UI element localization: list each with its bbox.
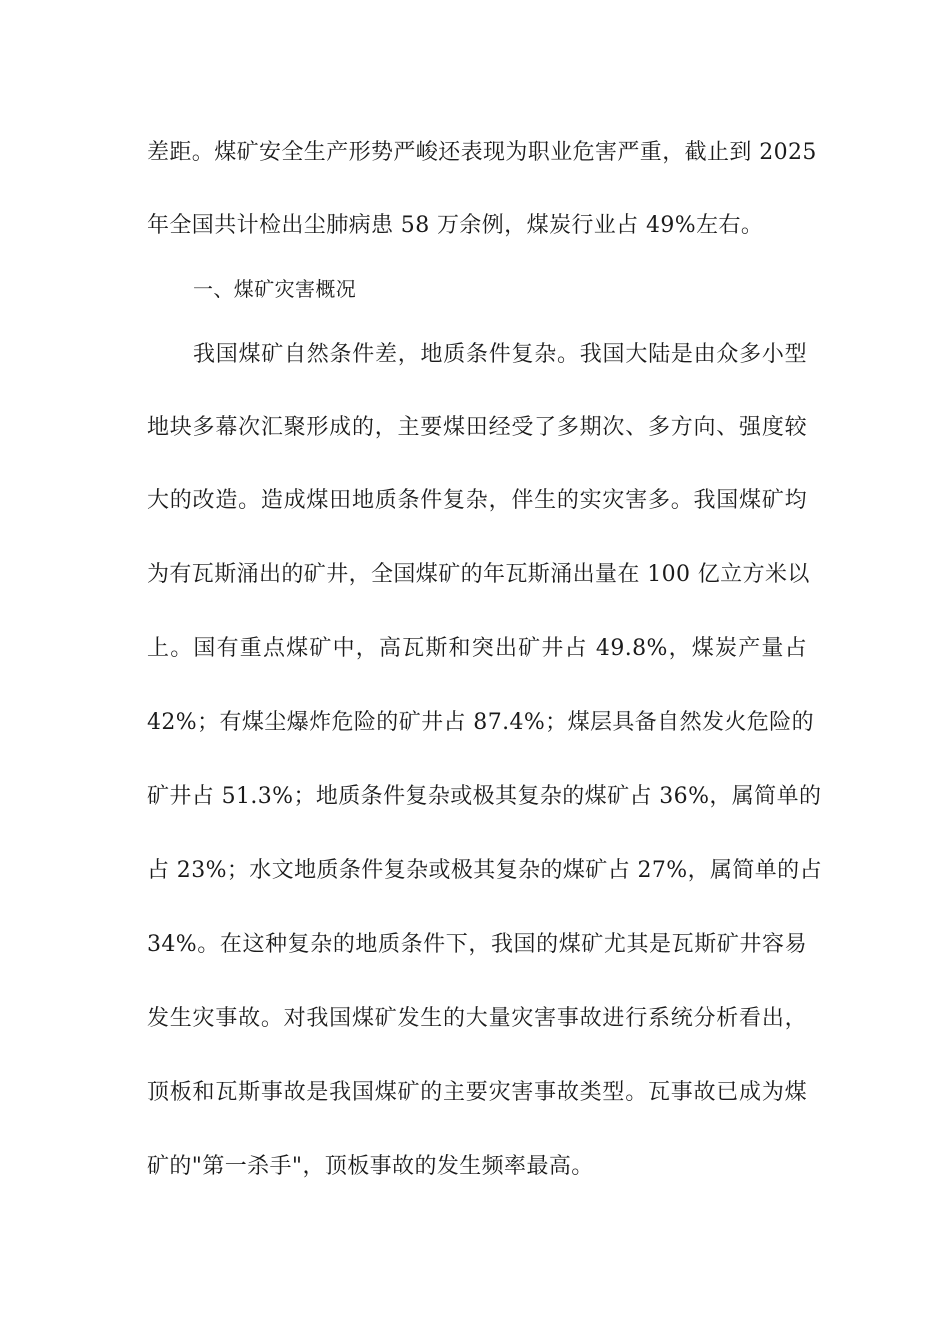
paragraph-line: 大的改造。造成煤田地质条件复杂，伴生的实灾害多。我国煤矿均 — [147, 488, 807, 513]
paragraph-line: 年全国共计检出尘肺病患 58 万余例，煤炭行业占 49%左右。 — [147, 213, 764, 238]
paragraph-line: 顶板和瓦斯事故是我国煤矿的主要灾害事故类型。瓦事故已成为煤 — [147, 1080, 807, 1105]
paragraph-line: 我国煤矿自然条件差，地质条件复杂。我国大陆是由众多小型 — [193, 342, 807, 367]
paragraph-line: 地块多幕次汇聚形成的，主要煤田经受了多期次、多方向、强度较 — [147, 415, 807, 440]
paragraph-line: 差距。煤矿安全生产形势严峻还表现为职业危害严重，截止到 2025 — [147, 140, 817, 165]
paragraph-line: 42%；有煤尘爆炸危险的矿井占 87.4%；煤层具备自然发火危险的 — [147, 710, 814, 735]
paragraph-line: 为有瓦斯涌出的矿井，全国煤矿的年瓦斯涌出量在 100 亿立方米以 — [147, 562, 810, 587]
section-heading: 一、煤矿灾害概况 — [193, 277, 357, 301]
paragraph-line: 上。国有重点煤矿中，高瓦斯和突出矿井占 49.8%，煤炭产量占 — [147, 636, 807, 661]
paragraph-line: 矿井占 51.3%；地质条件复杂或极其复杂的煤矿占 36%，属简单的 — [147, 784, 822, 809]
paragraph-line: 34%。在这种复杂的地质条件下，我国的煤矿尤其是瓦斯矿井容易 — [147, 932, 807, 957]
paragraph-line: 矿的"第一杀手"，顶板事故的发生频率最高。 — [147, 1154, 594, 1179]
paragraph-line: 占 23%；水文地质条件复杂或极其复杂的煤矿占 27%，属简单的占 — [147, 858, 822, 883]
paragraph-line: 发生灾事故。对我国煤矿发生的大量灾害事故进行系统分析看出， — [147, 1006, 807, 1031]
